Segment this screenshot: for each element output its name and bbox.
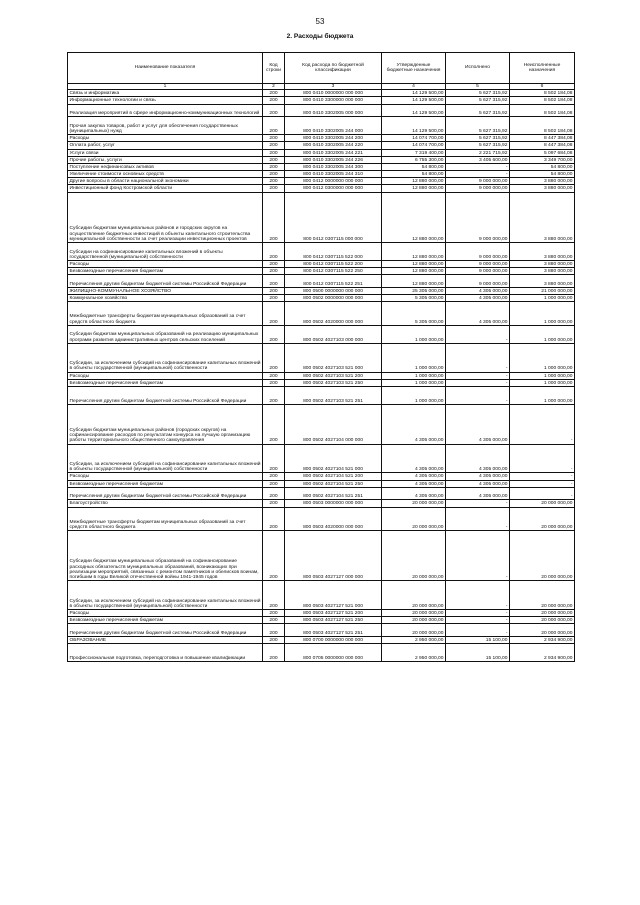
- table-row: [68, 178, 575, 185]
- row-approved: 20 000 000,00: [382, 530, 446, 580]
- row-executed: 9 000 000,00: [446, 261, 510, 268]
- row-remaining: 5 097 684,08: [510, 149, 575, 156]
- table-row: [68, 581, 575, 610]
- table-row: [68, 624, 575, 637]
- table-row: [68, 295, 575, 302]
- row-expense-code: 800 0502 4027104 521 200: [285, 473, 382, 480]
- row-approved: 12 880 000,00: [382, 261, 446, 268]
- table-row: [68, 104, 575, 117]
- row-line-code: 200: [263, 610, 285, 617]
- row-executed: 9 000 000,00: [446, 243, 510, 261]
- table-row: [68, 610, 575, 617]
- row-line-code: 200: [263, 473, 285, 480]
- row-line-code: 200: [263, 487, 285, 500]
- table-row: [68, 142, 575, 149]
- row-name: Расходы: [68, 610, 263, 617]
- row-expense-code: 800 0502 4027104 521 000: [285, 444, 382, 473]
- row-remaining: 21 000 000,00: [510, 288, 575, 295]
- row-remaining: 2 934 900,00: [510, 644, 575, 662]
- row-executed: -: [446, 343, 510, 372]
- table-row: [68, 404, 575, 444]
- section-title: 2. Расходы бюджета: [286, 33, 354, 40]
- row-remaining: -: [510, 444, 575, 473]
- table-row: [68, 117, 575, 135]
- row-executed: -: [446, 500, 510, 507]
- row-remaining: 3 880 000,00: [510, 243, 575, 261]
- table-row: [68, 149, 575, 156]
- row-approved: 4 305 000,00: [382, 473, 446, 480]
- row-name: Субсидии бюджетам муниципальных районов и городских округов на осуществление бюджетных инвестиций в объекты капитального строительства муниципальной собственности за счет реализации инвестиционных проектов: [68, 192, 263, 242]
- row-line-code: 200: [263, 178, 285, 185]
- row-line-code: 200: [263, 288, 285, 295]
- header-remaining: Неисполненные назначения: [510, 53, 575, 84]
- table-row: [68, 135, 575, 142]
- row-line-code: 200: [263, 243, 285, 261]
- row-name: Расходы: [68, 135, 263, 142]
- row-executed: -: [446, 624, 510, 637]
- row-expense-code: 800 0502 4027103 521 200: [285, 372, 382, 379]
- row-expense-code: 800 0412 0307115 522 000: [285, 243, 382, 261]
- table-row: [68, 473, 575, 480]
- row-name: Другие вопросы в области национальной экономики: [68, 178, 263, 185]
- row-name: ЖИЛИЩНО-КОММУНАЛЬНОЕ ХОЗЯЙСТВО: [68, 288, 263, 295]
- row-line-code: 200: [263, 171, 285, 178]
- row-line-code: 200: [263, 500, 285, 507]
- table-row: [68, 530, 575, 580]
- row-executed: 15 100,00: [446, 644, 510, 662]
- row-line-code: 200: [263, 386, 285, 404]
- row-executed: 15 100,00: [446, 637, 510, 644]
- row-approved: 6 755 300,00: [382, 156, 446, 163]
- row-line-code: 200: [263, 644, 285, 662]
- table-row: [68, 268, 575, 275]
- table-row: [68, 156, 575, 163]
- row-remaining: -: [510, 404, 575, 444]
- row-approved: 5 305 000,00: [382, 295, 446, 302]
- row-line-code: 200: [263, 156, 285, 163]
- table-row: [68, 500, 575, 507]
- row-expense-code: 800 0410 3302005 244 226: [285, 156, 382, 163]
- row-line-code: 200: [263, 275, 285, 288]
- row-name: Перечисления другим бюджетам бюджетной системы Российской Федерации: [68, 386, 263, 404]
- row-approved: 12 880 000,00: [382, 268, 446, 275]
- row-executed: 5 627 315,92: [446, 117, 510, 135]
- table-row: [68, 192, 575, 242]
- row-line-code: 200: [263, 325, 285, 343]
- row-executed: -: [446, 372, 510, 379]
- row-name: Оплата работ, услуг: [68, 142, 263, 149]
- row-executed: -: [446, 530, 510, 580]
- row-approved: 5 305 000,00: [382, 302, 446, 325]
- row-name: Инвестиционный фонд Костромской области: [68, 185, 263, 192]
- row-approved: 14 074 700,00: [382, 135, 446, 142]
- row-approved: 20 000 000,00: [382, 624, 446, 637]
- row-name: Расходы: [68, 473, 263, 480]
- row-expense-code: 800 0412 0307115 522 251: [285, 275, 382, 288]
- row-approved: 1 000 000,00: [382, 343, 446, 372]
- row-expense-code: 800 0502 4027103 521 251: [285, 386, 382, 404]
- row-line-code: 200: [263, 149, 285, 156]
- row-remaining: 8 502 184,08: [510, 90, 575, 97]
- row-remaining: 20 000 000,00: [510, 507, 575, 530]
- row-name: Безвозмездные перечисления бюджетам: [68, 617, 263, 624]
- row-approved: 12 880 000,00: [382, 243, 446, 261]
- row-executed: 4 305 000,00: [446, 487, 510, 500]
- row-name: Перечисления другим бюджетам бюджетной системы Российской Федерации: [68, 624, 263, 637]
- table-row: [68, 444, 575, 473]
- row-name: Прочая закупка товаров, работ и услуг для обеспечения государственных (муниципальных) нужд: [68, 117, 263, 135]
- row-executed: 9 000 000,00: [446, 268, 510, 275]
- table-row: [68, 185, 575, 192]
- row-remaining: 3 880 000,00: [510, 275, 575, 288]
- row-line-code: 200: [263, 192, 285, 242]
- table-body: [68, 90, 575, 662]
- header-executed: Исполнено: [446, 53, 510, 84]
- row-approved: 2 950 000,00: [382, 644, 446, 662]
- row-remaining: 1 000 000,00: [510, 343, 575, 372]
- row-expense-code: 800 0503 4027127 521 251: [285, 624, 382, 637]
- column-number: 1: [68, 84, 263, 90]
- row-expense-code: 800 0410 3302005 000 000: [285, 104, 382, 117]
- row-line-code: 200: [263, 261, 285, 268]
- row-line-code: 200: [263, 163, 285, 170]
- row-name: Профессиональная подготовка, переподготовка и повышение квалификации: [68, 644, 263, 662]
- row-executed: 9 000 000,00: [446, 275, 510, 288]
- row-line-code: 200: [263, 404, 285, 444]
- row-name: Увеличение стоимости основных средств: [68, 171, 263, 178]
- row-executed: 3 405 600,00: [446, 156, 510, 163]
- row-line-code: 200: [263, 617, 285, 624]
- row-line-code: 200: [263, 530, 285, 580]
- row-approved: 4 305 000,00: [382, 404, 446, 444]
- row-approved: 1 000 000,00: [382, 372, 446, 379]
- row-approved: 12 880 000,00: [382, 275, 446, 288]
- column-number: 6: [510, 84, 575, 90]
- row-remaining: 20 000 000,00: [510, 500, 575, 507]
- row-remaining: 8 447 384,08: [510, 135, 575, 142]
- row-line-code: 200: [263, 302, 285, 325]
- page-number: 53: [315, 17, 325, 26]
- row-expense-code: 800 0502 0000000 000 000: [285, 295, 382, 302]
- row-approved: 14 129 500,00: [382, 90, 446, 97]
- row-approved: 25 305 000,00: [382, 288, 446, 295]
- row-expense-code: 800 0502 4027104 521 250: [285, 480, 382, 487]
- row-line-code: 200: [263, 379, 285, 386]
- row-name: Реализация мероприятий в сфере информационно-коммуникационных технологий: [68, 104, 263, 117]
- row-executed: -: [446, 163, 510, 170]
- row-name: Субсидии бюджетам муниципальных районов (городских округов) на софинансирование расходов по результатам конкурса на лучшую организацию работы территориального общественного самоуправления: [68, 404, 263, 444]
- table-row: [68, 163, 575, 170]
- row-line-code: 200: [263, 480, 285, 487]
- row-line-code: 200: [263, 117, 285, 135]
- row-name: Субсидии бюджетам муниципальных образований на реализацию муниципальных программ развития административных центров сельских поселений: [68, 325, 263, 343]
- row-expense-code: 800 0503 4027127 521 000: [285, 581, 382, 610]
- row-expense-code: 800 0503 4020000 000 000: [285, 507, 382, 530]
- row-expense-code: 800 0503 0000000 000 000: [285, 500, 382, 507]
- table-row: [68, 487, 575, 500]
- row-remaining: 1 000 000,00: [510, 325, 575, 343]
- row-remaining: 8 447 384,08: [510, 142, 575, 149]
- row-line-code: 200: [263, 104, 285, 117]
- row-executed: 4 305 000,00: [446, 444, 510, 473]
- row-line-code: 200: [263, 343, 285, 372]
- row-remaining: -: [510, 487, 575, 500]
- table-row: [68, 644, 575, 662]
- row-expense-code: 800 0410 3302005 244 220: [285, 142, 382, 149]
- row-remaining: 1 000 000,00: [510, 379, 575, 386]
- row-line-code: 200: [263, 97, 285, 104]
- row-approved: 20 000 000,00: [382, 581, 446, 610]
- table-row: [68, 90, 575, 97]
- column-number: 3: [285, 84, 382, 90]
- row-approved: 14 129 500,00: [382, 117, 446, 135]
- row-line-code: 200: [263, 637, 285, 644]
- row-name: Безвозмездные перечисления бюджетам: [68, 379, 263, 386]
- row-expense-code: 800 0503 4027127 521 250: [285, 617, 382, 624]
- row-name: Субсидии на софинансирование капитальных вложений в объекты государственной (муниципальной) собственности: [68, 243, 263, 261]
- column-number: 5: [446, 84, 510, 90]
- row-expense-code: 800 0503 4027127 000 000: [285, 530, 382, 580]
- row-executed: 9 000 000,00: [446, 192, 510, 242]
- row-approved: 4 305 000,00: [382, 487, 446, 500]
- table-row: [68, 480, 575, 487]
- row-expense-code: 800 0410 3302005 244 310: [285, 171, 382, 178]
- table-row: [68, 325, 575, 343]
- row-approved: 54 800,00: [382, 171, 446, 178]
- table-row: [68, 637, 575, 644]
- row-remaining: 8 502 184,08: [510, 97, 575, 104]
- row-executed: 4 305 000,00: [446, 302, 510, 325]
- row-executed: -: [446, 581, 510, 610]
- row-expense-code: 800 0412 0000000 000 000: [285, 178, 382, 185]
- row-line-code: 200: [263, 295, 285, 302]
- row-expense-code: 800 0502 4027103 521 250: [285, 379, 382, 386]
- row-remaining: 20 000 000,00: [510, 610, 575, 617]
- row-executed: 5 627 315,92: [446, 142, 510, 149]
- header-name: Наименование показателя: [68, 53, 263, 84]
- row-name: Поступление нефинансовых активов: [68, 163, 263, 170]
- row-approved: 14 074 700,00: [382, 142, 446, 149]
- row-expense-code: 800 0412 0307115 522 250: [285, 268, 382, 275]
- row-remaining: 20 000 000,00: [510, 530, 575, 580]
- row-remaining: 3 880 000,00: [510, 178, 575, 185]
- row-approved: 1 000 000,00: [382, 325, 446, 343]
- row-name: Безвозмездные перечисления бюджетам: [68, 480, 263, 487]
- row-executed: 9 000 000,00: [446, 178, 510, 185]
- row-expense-code: 800 0502 4027103 000 000: [285, 325, 382, 343]
- row-approved: 4 305 000,00: [382, 444, 446, 473]
- row-remaining: 20 000 000,00: [510, 581, 575, 610]
- row-expense-code: 800 0705 0000000 000 000: [285, 644, 382, 662]
- row-remaining: -: [510, 473, 575, 480]
- row-approved: 12 880 000,00: [382, 185, 446, 192]
- row-executed: -: [446, 325, 510, 343]
- row-executed: -: [446, 386, 510, 404]
- row-approved: 12 880 000,00: [382, 178, 446, 185]
- row-remaining: 20 000 000,00: [510, 624, 575, 637]
- row-expense-code: 800 0412 0307115 000 000: [285, 192, 382, 242]
- row-line-code: 200: [263, 372, 285, 379]
- row-expense-code: 800 0502 4027104 000 000: [285, 404, 382, 444]
- row-name: Субсидии бюджетам муниципальных образований на софинансирование расходных обязательств муниципальных образований, возникающих при реализации мероприятий, связанных с ремонтом памятников и обелисков воинам, погибшим в годы Великой отечественной войны 1941-1945 годов: [68, 530, 263, 580]
- row-name: Связь и информатика: [68, 90, 263, 97]
- row-approved: 4 305 000,00: [382, 480, 446, 487]
- row-approved: 7 319 400,00: [382, 149, 446, 156]
- row-expense-code: 800 0410 3302005 244 000: [285, 117, 382, 135]
- row-expense-code: 800 0410 3302005 244 200: [285, 135, 382, 142]
- row-executed: -: [446, 610, 510, 617]
- row-line-code: 200: [263, 581, 285, 610]
- row-name: Коммунальное хозяйство: [68, 295, 263, 302]
- row-executed: 4 305 000,00: [446, 295, 510, 302]
- table-row: [68, 275, 575, 288]
- row-remaining: 3 880 000,00: [510, 185, 575, 192]
- row-executed: 5 627 315,92: [446, 104, 510, 117]
- row-expense-code: 800 0410 3300000 000 000: [285, 97, 382, 104]
- table-row: [68, 243, 575, 261]
- row-executed: 4 305 000,00: [446, 473, 510, 480]
- table-row: [68, 379, 575, 386]
- row-expense-code: 800 0502 4027104 521 251: [285, 487, 382, 500]
- row-remaining: 1 000 000,00: [510, 295, 575, 302]
- row-remaining: 3 880 000,00: [510, 268, 575, 275]
- row-executed: -: [446, 379, 510, 386]
- row-expense-code: 800 0502 4020000 000 000: [285, 302, 382, 325]
- row-name: Расходы: [68, 261, 263, 268]
- row-expense-code: 800 0412 0300000 000 000: [285, 185, 382, 192]
- table-row: [68, 302, 575, 325]
- table-row: [68, 386, 575, 404]
- row-line-code: 200: [263, 507, 285, 530]
- row-executed: 4 305 000,00: [446, 404, 510, 444]
- column-number: 4: [382, 84, 446, 90]
- row-approved: 14 129 500,00: [382, 97, 446, 104]
- row-approved: 20 000 000,00: [382, 610, 446, 617]
- table-row: [68, 261, 575, 268]
- header-expense-code: Код расхода по бюджетной классификации: [285, 53, 382, 84]
- table-row: [68, 97, 575, 104]
- row-remaining: 8 502 184,08: [510, 117, 575, 135]
- row-remaining: -: [510, 480, 575, 487]
- row-remaining: 2 934 900,00: [510, 637, 575, 644]
- row-approved: 2 950 000,00: [382, 637, 446, 644]
- row-approved: 20 000 000,00: [382, 617, 446, 624]
- row-remaining: 1 000 000,00: [510, 302, 575, 325]
- row-name: Прочие работы, услуги: [68, 156, 263, 163]
- row-name: Информационные технологии и связь: [68, 97, 263, 104]
- row-name: Перечисления другим бюджетам бюджетной системы Российской Федерации: [68, 275, 263, 288]
- row-expense-code: 800 0700 0000000 000 000: [285, 637, 382, 644]
- column-number: 2: [263, 84, 285, 90]
- row-name: Безвозмездные перечисления бюджетам: [68, 268, 263, 275]
- row-executed: 4 305 000,00: [446, 480, 510, 487]
- row-name: Субсидии, за исключением субсидий на софинансирование капитальных вложений в объекты государственной (муниципальной) собственности: [68, 343, 263, 372]
- row-approved: 54 800,00: [382, 163, 446, 170]
- row-name: Перечисления другим бюджетам бюджетной системы Российской Федерации: [68, 487, 263, 500]
- row-name: ОБРАЗОВАНИЕ: [68, 637, 263, 644]
- row-approved: 20 000 000,00: [382, 507, 446, 530]
- row-expense-code: 800 0410 3302005 244 221: [285, 149, 382, 156]
- row-line-code: 200: [263, 624, 285, 637]
- row-remaining: 54 800,00: [510, 163, 575, 170]
- row-approved: 12 880 000,00: [382, 192, 446, 242]
- row-remaining: 3 880 000,00: [510, 261, 575, 268]
- row-name: Благоустройство: [68, 500, 263, 507]
- row-remaining: 3 880 000,00: [510, 192, 575, 242]
- budget-expenses-table: [67, 52, 575, 662]
- row-executed: -: [446, 171, 510, 178]
- header-approved: Утвержденные бюджетные назначения: [382, 53, 446, 84]
- row-expense-code: 800 0412 0307115 522 200: [285, 261, 382, 268]
- row-remaining: 1 000 000,00: [510, 372, 575, 379]
- table-row: [68, 288, 575, 295]
- row-line-code: 200: [263, 444, 285, 473]
- row-expense-code: 800 0410 0000000 000 000: [285, 90, 382, 97]
- row-remaining: 1 000 000,00: [510, 386, 575, 404]
- header-line-code: Код строки: [263, 53, 285, 84]
- row-name: Межбюджетные трансферты бюджетам муниципальных образований за счет средств областного бюджета: [68, 507, 263, 530]
- row-name: Субсидии, за исключением субсидий на софинансирование капитальных вложений в объекты государственной (муниципальной) собственности: [68, 581, 263, 610]
- row-executed: -: [446, 617, 510, 624]
- row-name: Межбюджетные трансферты бюджетам муниципальных образований за счет средств областного бюджета: [68, 302, 263, 325]
- row-executed: 9 000 000,00: [446, 185, 510, 192]
- row-approved: 20 000 000,00: [382, 500, 446, 507]
- row-expense-code: 800 0500 0000000 000 000: [285, 288, 382, 295]
- row-name: Услуги связи: [68, 149, 263, 156]
- row-remaining: 3 349 700,00: [510, 156, 575, 163]
- row-remaining: 8 502 184,08: [510, 104, 575, 117]
- row-executed: 2 221 715,92: [446, 149, 510, 156]
- row-approved: 1 000 000,00: [382, 386, 446, 404]
- table-row: [68, 171, 575, 178]
- row-executed: 5 627 315,92: [446, 135, 510, 142]
- row-executed: 5 627 315,92: [446, 97, 510, 104]
- row-executed: 5 627 315,92: [446, 90, 510, 97]
- row-remaining: 20 000 000,00: [510, 617, 575, 624]
- table-row: [68, 343, 575, 372]
- row-line-code: 200: [263, 90, 285, 97]
- table-row: [68, 507, 575, 530]
- row-expense-code: 800 0502 4027103 521 000: [285, 343, 382, 372]
- row-name: Расходы: [68, 372, 263, 379]
- row-executed: 4 305 000,00: [446, 288, 510, 295]
- row-expense-code: 800 0410 3302005 244 300: [285, 163, 382, 170]
- row-line-code: 200: [263, 142, 285, 149]
- row-expense-code: 800 0503 4027127 521 200: [285, 610, 382, 617]
- row-line-code: 200: [263, 135, 285, 142]
- table-row: [68, 617, 575, 624]
- row-name: Субсидии, за исключением субсидий на софинансирование капитальных вложений в объекты государственной (муниципальной) собственности: [68, 444, 263, 473]
- row-approved: 14 129 500,00: [382, 104, 446, 117]
- row-line-code: 200: [263, 185, 285, 192]
- row-line-code: 200: [263, 268, 285, 275]
- row-approved: 1 000 000,00: [382, 379, 446, 386]
- row-executed: -: [446, 507, 510, 530]
- table-row: [68, 372, 575, 379]
- row-remaining: 54 800,00: [510, 171, 575, 178]
